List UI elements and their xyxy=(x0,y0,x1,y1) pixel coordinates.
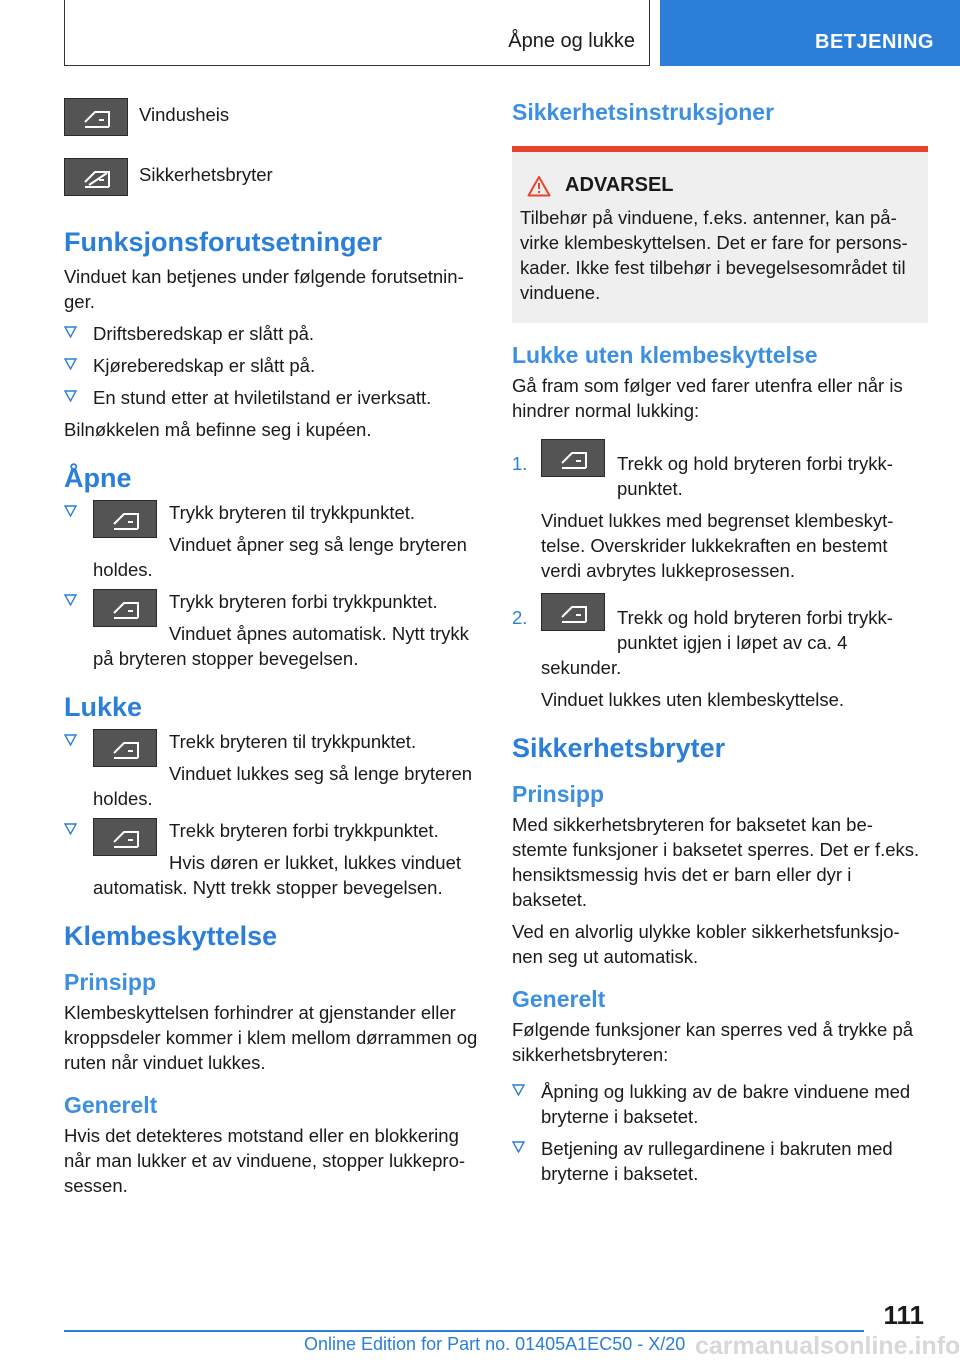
safety-switch-icon xyxy=(64,158,128,196)
triangle-bullet-icon xyxy=(64,389,77,402)
window-switch-icon xyxy=(93,729,157,767)
window-switch-icon xyxy=(93,589,157,627)
paragraph: Følgende funksjoner kan sperres ved å trykke på sikkerhetsbryteren: xyxy=(512,1019,914,1065)
left-column xyxy=(64,98,484,1205)
section-title: BETJENING xyxy=(815,31,934,53)
list-item: Betjening av rullegardinene i bakruten med bryterne i baksetet. xyxy=(512,1136,928,1186)
paragraph: Vinduet kan betjenes under følgende forutsetnin-ger. xyxy=(64,266,464,312)
heading-lukke: Lukke xyxy=(64,692,143,722)
paragraph: Gå fram som følger ved farer utenfra eller når is hindrer normal lukking: xyxy=(512,375,903,421)
numbered-step: 2. Trekk og hold bryteren forbi trykk-punktet igjen i løpet av ca. 4 sekunder. Vinduet lukkes uten klembeskyttelse. xyxy=(512,593,928,712)
icon-item-safety-switch xyxy=(64,158,484,196)
page-title: Åpne og lukke xyxy=(508,30,635,52)
header-section-tab xyxy=(660,0,960,66)
warning-text: Tilbehør på vinduene, f.eks. antenner, kan på-virke klembeskyttelsen. Det er fare for persons-kader. Ikke fest tilbehør i bevegelsesområdet til vinduene. xyxy=(520,207,908,303)
subheading-generelt: Generelt xyxy=(512,986,606,1012)
paragraph: Bilnøkkelen må befinne seg i kupéen. xyxy=(64,419,372,440)
subheading-generelt: Generelt xyxy=(64,1092,158,1118)
subheading-prinsipp: Prinsipp xyxy=(64,969,157,995)
footer-edition: Online Edition for Part no. 01405A1EC50 - X/20 xyxy=(304,1334,686,1354)
paragraph: Ved en alvorlig ulykke kobler sikkerhetsfunksjo-nen seg ut automatisk. xyxy=(512,921,900,967)
icon-item-window-switch xyxy=(64,98,484,136)
list-item: Trekk bryteren til trykkpunktet. Vinduet lukkes seg så lenge bryteren holdes. xyxy=(64,729,484,811)
list-item: Trykk bryteren til trykkpunktet. Vinduet åpner seg så lenge bryteren holdes. xyxy=(64,500,484,582)
triangle-bullet-icon xyxy=(64,325,77,338)
watermark: carmanualsonline.info xyxy=(695,1332,960,1360)
list-item: Driftsberedskap er slått på. xyxy=(64,321,484,346)
warning-triangle-icon xyxy=(527,175,551,197)
heading-sikkerhetsbryter: Sikkerhetsbryter xyxy=(512,733,726,763)
subheading-lukke-uten-klembeskyttelse: Lukke uten klembeskyttelse xyxy=(512,342,818,368)
window-switch-icon xyxy=(93,818,157,856)
list-item: En stund etter at hviletilstand er iverksatt. xyxy=(64,385,484,410)
paragraph: Med sikkerhetsbryteren for baksetet kan be-stemte funksjoner i baksetet sperres. Det er f.eks. hensiktsmessig hvis det er barn eller dyr i baksetet. xyxy=(512,814,920,910)
icon-label: Sikkerhetsbryter xyxy=(139,164,273,185)
icon-label: Vindusheis xyxy=(139,104,230,125)
page-number: 111 xyxy=(883,1300,924,1330)
triangle-bullet-icon xyxy=(512,1140,525,1153)
heading-apne: Åpne xyxy=(64,463,132,493)
numbered-step: 1. Trekk og hold bryteren forbi trykk-punktet. Vinduet lukkes med begrenset klembeskyt-telse. Overskrider lukkekraften en bestemt verdi avbrytes lukkeprosessen. xyxy=(512,439,928,583)
list-item: Trykk bryteren forbi trykkpunktet. Vinduet åpnes automatisk. Nytt trykk på bryteren stopper bevegelsen. xyxy=(64,589,484,671)
subheading-prinsipp: Prinsipp xyxy=(512,781,605,807)
window-switch-icon xyxy=(93,500,157,538)
heading-funksjonsforutsetninger: Funksjonsforutsetninger xyxy=(64,227,383,257)
window-switch-icon xyxy=(64,98,128,136)
heading-sikkerhetsinstruksjoner: Sikkerhetsinstruksjoner xyxy=(512,99,775,125)
triangle-bullet-icon xyxy=(64,593,77,606)
triangle-bullet-icon xyxy=(512,1083,525,1096)
list-item: Trekk bryteren forbi trykkpunktet. Hvis døren er lukket, lukkes vinduet automatisk. Nytt trekk stopper bevegelsen. xyxy=(64,818,484,900)
window-switch-icon xyxy=(541,593,605,631)
header-title-box xyxy=(64,0,650,66)
paragraph: Klembeskyttelsen forhindrer at gjenstander eller kroppsdeler kommer i klem mellom dørrammen og ruten når vinduet lukkes. xyxy=(64,1002,478,1073)
heading-klembeskyttelse: Klembeskyttelse xyxy=(64,921,278,951)
list-item: Kjøreberedskap er slått på. xyxy=(64,353,484,378)
warning-title: ADVARSEL xyxy=(527,174,920,197)
list-item: Åpning og lukking av de bakre vinduene med bryterne i baksetet. xyxy=(512,1079,928,1129)
right-column xyxy=(512,98,928,1193)
paragraph: Hvis det detekteres motstand eller en blokkering når man lukker et av vinduene, stopper lukkepro-sessen. xyxy=(64,1125,466,1196)
warning-box xyxy=(512,146,928,323)
triangle-bullet-icon xyxy=(64,504,77,517)
window-switch-icon xyxy=(541,439,605,477)
triangle-bullet-icon xyxy=(64,822,77,835)
triangle-bullet-icon xyxy=(64,733,77,746)
triangle-bullet-icon xyxy=(64,357,77,370)
